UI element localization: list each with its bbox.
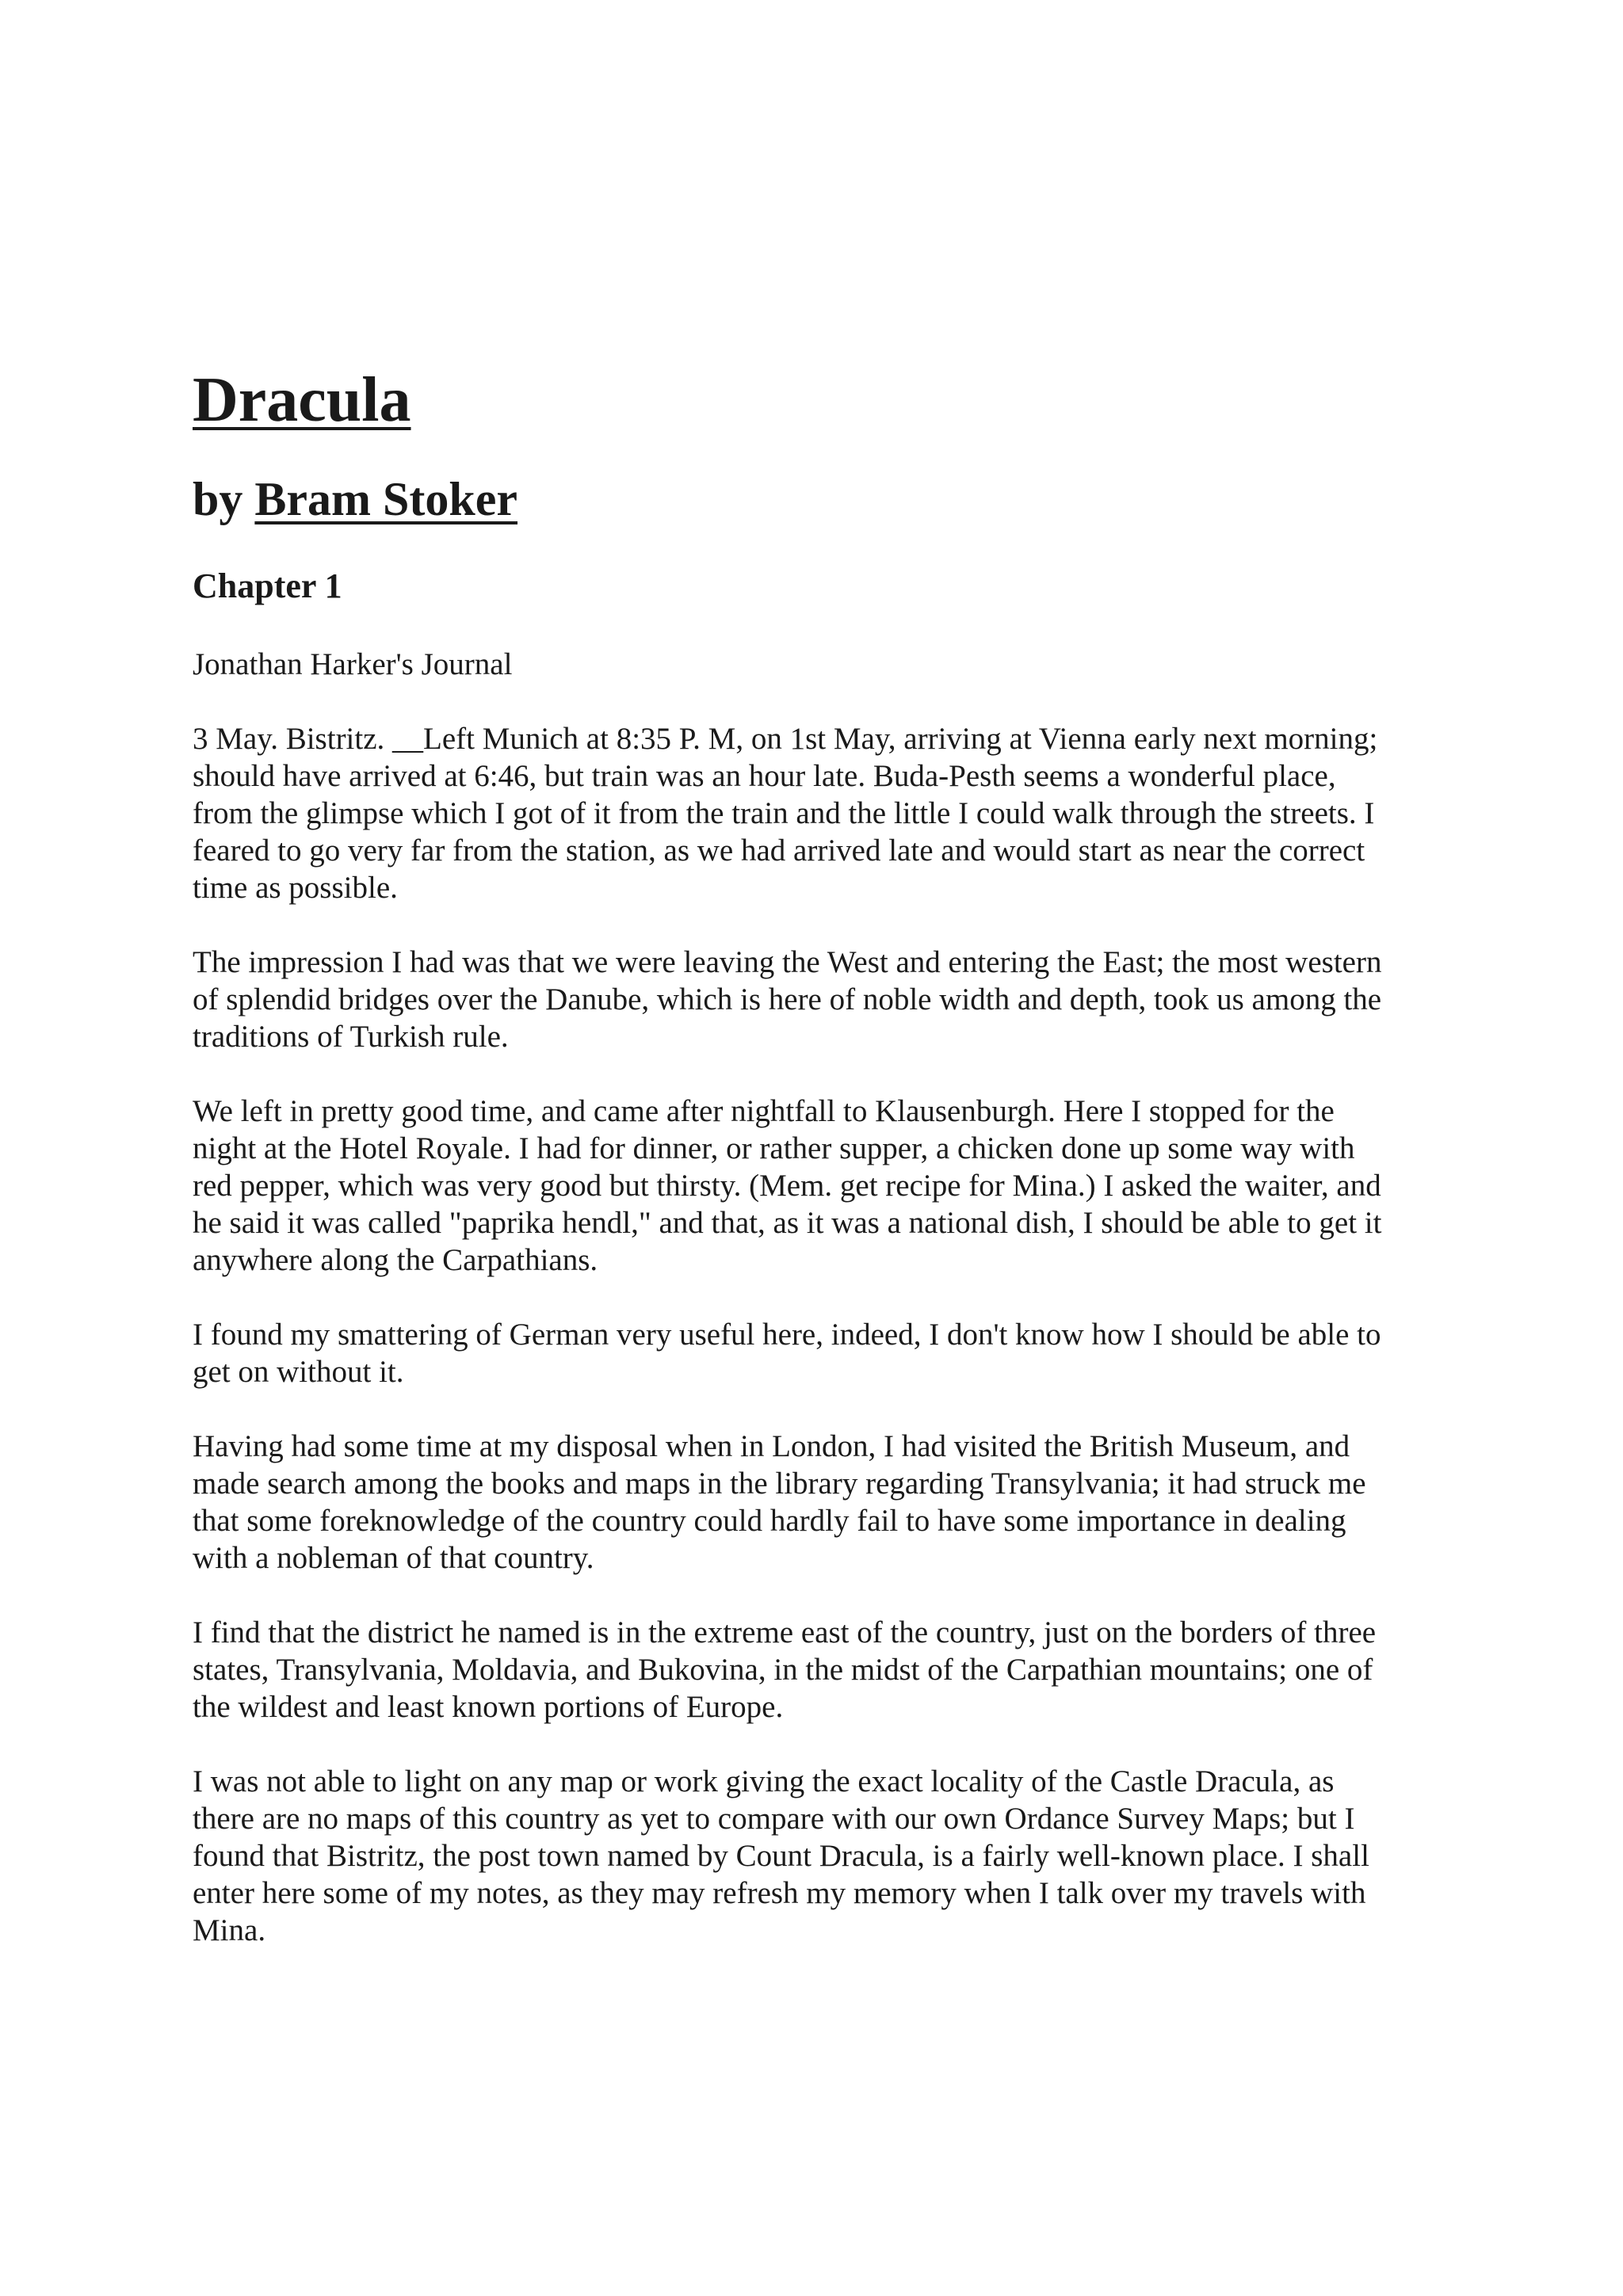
paragraph bbox=[193, 1316, 1492, 1390]
journal-subtitle: Jonathan Harker's Journal bbox=[193, 647, 513, 681]
book-title bbox=[193, 360, 1492, 440]
paragraph-line: that some foreknowledge of the country could hardly fail to have some importance in dealing bbox=[193, 1504, 1346, 1538]
paragraph-line: red pepper, which was very good but thirsty. (Mem. get recipe for Mina.) I asked the waiter, and bbox=[193, 1169, 1381, 1203]
paragraph-line: he said it was called "paprika hendl," and that, as it was a national dish, I should be able to get it bbox=[193, 1206, 1382, 1240]
paragraph-line: found that Bistritz, the post town named by Count Dracula, is a fairly well-known place. I shall bbox=[193, 1839, 1369, 1873]
paragraph-line: there are no maps of this country as yet to compare with our own Ordance Survey Maps; but I bbox=[193, 1802, 1355, 1836]
byline-prefix: by bbox=[193, 473, 255, 525]
paragraph-line: The impression I had was that we were leaving the West and entering the East; the most western bbox=[193, 945, 1382, 979]
paragraph bbox=[193, 1093, 1492, 1279]
paragraph-line: states, Transylvania, Moldavia, and Bukovina, in the midst of the Carpathian mountains; one of bbox=[193, 1653, 1373, 1687]
paragraph-line: the wildest and least known portions of Europe. bbox=[193, 1690, 784, 1724]
paragraph-line: I found my smattering of German very useful here, indeed, I don't know how I should be able to bbox=[193, 1318, 1381, 1352]
paragraph-line: should have arrived at 6:46, but train was an hour late. Buda-Pesth seems a wonderful place, bbox=[193, 759, 1336, 793]
paragraph-line: Having had some time at my disposal when in London, I had visited the British Museum, and bbox=[193, 1429, 1350, 1463]
author-link[interactable]: Bram Stoker bbox=[254, 473, 517, 525]
paragraph bbox=[193, 944, 1492, 1055]
paragraph-line: enter here some of my notes, as they may refresh my memory when I talk over my travels with bbox=[193, 1876, 1366, 1910]
paragraph bbox=[193, 1614, 1492, 1726]
document-page bbox=[193, 0, 1492, 1949]
byline bbox=[193, 467, 1492, 531]
paragraph-line: with a nobleman of that country. bbox=[193, 1541, 594, 1575]
paragraph-line: traditions of Turkish rule. bbox=[193, 1020, 509, 1054]
paragraph-line: get on without it. bbox=[193, 1355, 404, 1389]
paragraph bbox=[193, 1428, 1492, 1577]
paragraph-line: feared to go very far from the station, as we had arrived late and would start as near the correct bbox=[193, 833, 1365, 868]
paragraph-line: 3 May. Bistritz. __Left Munich at 8:35 P. M, on 1st May, arriving at Vienna early next morning; bbox=[193, 722, 1378, 756]
paragraph-line: night at the Hotel Royale. I had for dinner, or rather supper, a chicken done up some way with bbox=[193, 1131, 1355, 1165]
paragraph-line: time as possible. bbox=[193, 871, 398, 905]
paragraph-line: We left in pretty good time, and came after nightfall to Klausenburgh. Here I stopped for the bbox=[193, 1094, 1335, 1128]
paragraph-line: I was not able to light on any map or work giving the exact locality of the Castle Dracula, as bbox=[193, 1764, 1335, 1798]
chapter-heading: Chapter 1 bbox=[193, 566, 342, 605]
paragraph bbox=[193, 1763, 1492, 1949]
body-text bbox=[193, 720, 1492, 1949]
paragraph-line: Mina. bbox=[193, 1913, 266, 1947]
paragraph-line: made search among the books and maps in the library regarding Transylvania; it had struck me bbox=[193, 1466, 1366, 1501]
paragraph-line: from the glimpse which I got of it from the train and the little I could walk through the streets. I bbox=[193, 796, 1375, 830]
title-link[interactable]: Dracula bbox=[193, 365, 411, 435]
paragraph-line: of splendid bridges over the Danube, which is here of noble width and depth, took us among the bbox=[193, 982, 1382, 1016]
paragraph-line: I find that the district he named is in the extreme east of the country, just on the borders of three bbox=[193, 1615, 1377, 1650]
paragraph-line: anywhere along the Carpathians. bbox=[193, 1243, 598, 1277]
paragraph bbox=[193, 720, 1492, 906]
